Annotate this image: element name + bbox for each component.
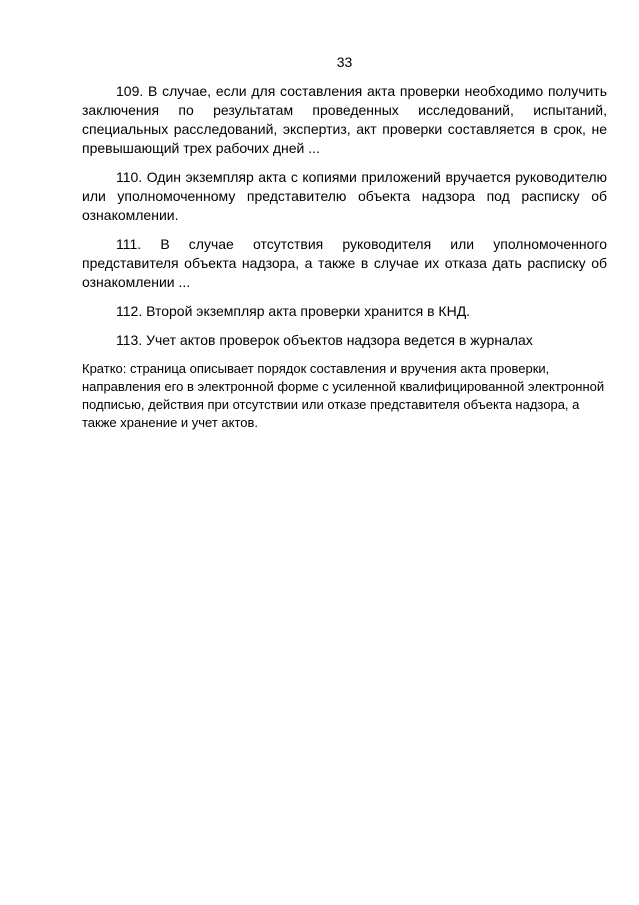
excerpt-text: Один экземпляр акта с копиями приложений вручается руководителю или уполномоченному представителю объекта надзора под расписку об ознакомлении. [82,169,607,223]
excerpt-number: 109. [116,83,144,99]
excerpt-109 [82,82,607,158]
excerpt-number: 110. [116,169,143,185]
excerpt-112 [82,302,607,321]
excerpt-111 [82,235,607,292]
page-number: 33 [336,54,353,70]
page-summary: Кратко: страница описывает порядок составления и вручения акта проверки, направления его в электронной форме с усиленной квалифицированной электронной подписью, действия при отсутствии или отказе представителя объекта надзора, а также хранение и учет актов. [82,361,605,430]
excerpt-113 [82,331,607,350]
excerpt-number: 111. [116,236,142,252]
excerpt-text: Второй экземпляр акта проверки хранится в КНД. [146,303,471,319]
excerpt-number: 113. [116,332,143,348]
excerpt-text: В случае, если для составления акта проверки необходимо получить заключения по результатам проведенных исследований, испытаний, специальных расследований, экспертиз, акт проверки составляется в срок, не превышающий трех рабочих дней ... [82,83,608,156]
excerpt-110 [82,168,607,225]
excerpt-text: Учет актов проверок объектов надзора ведется в журналах [146,332,533,348]
excerpt-number: 112. [116,303,143,319]
excerpt-text: В случае отсутствия руководителя или уполномоченного представителя объекта надзора, а также в случае их отказа дать расписку об ознакомлении ... [82,236,608,290]
